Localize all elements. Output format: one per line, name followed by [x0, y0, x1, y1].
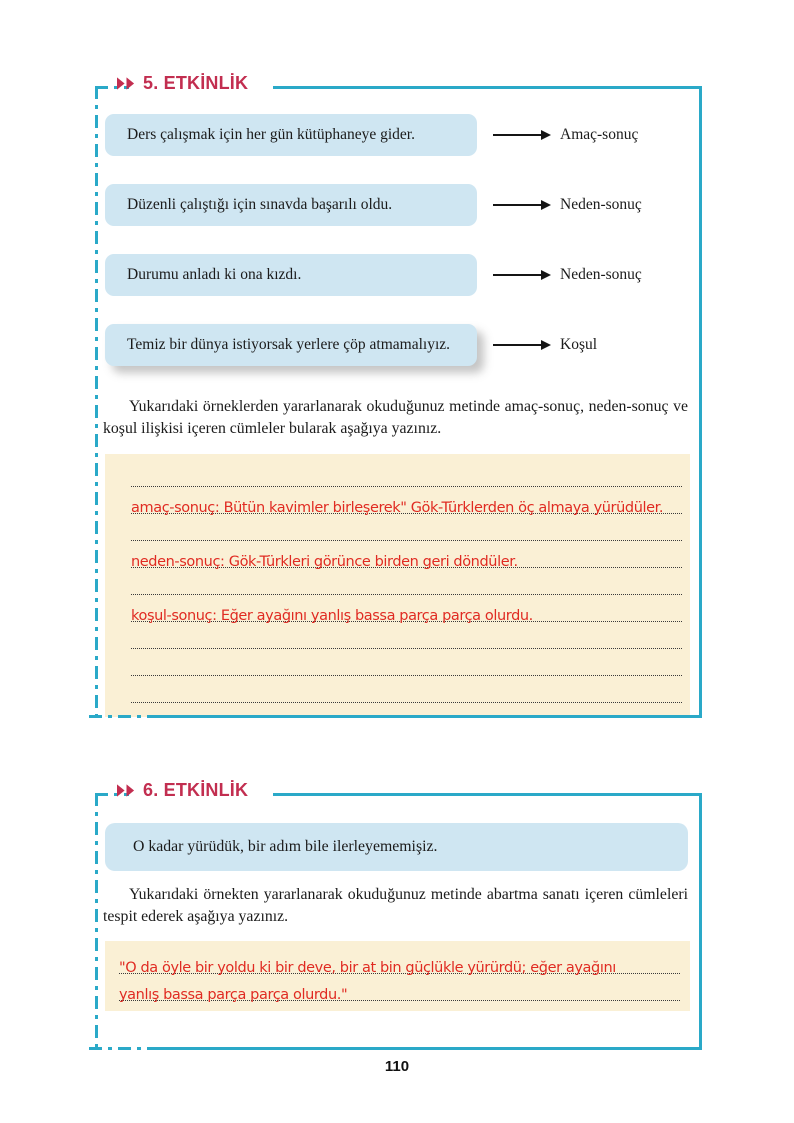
answer-line	[119, 947, 680, 974]
answer-line	[131, 676, 682, 703]
example-row	[105, 254, 702, 296]
frame-top-border	[273, 793, 702, 796]
answer-line	[131, 460, 682, 487]
example-sentence: Düzenli çalıştığı için sınavda başarılı oldu.	[127, 196, 393, 213]
answer-line	[131, 514, 682, 541]
arrow-icon	[493, 274, 549, 276]
frame-bottom-dash-border	[89, 1047, 153, 1050]
example-row	[105, 114, 702, 156]
arrow-icon	[493, 204, 549, 206]
example-sentence-box	[105, 324, 477, 366]
answer-line	[131, 487, 682, 514]
frame-bottom-border	[153, 715, 702, 718]
activity5-instruction: Yukarıdaki örneklerden yararlanarak okuduğunuz metinde amaç-sonuç, neden-sonuç ve koşul ilişkisi içeren cümleler bularak aşağıya yazınız.	[103, 398, 688, 437]
relation-label: Amaç-sonuç	[560, 126, 639, 143]
activity5-section	[95, 73, 702, 718]
example-sentence-box	[105, 114, 477, 156]
example-sentence-box	[105, 184, 477, 226]
frame-left-border	[95, 86, 98, 718]
activity6-section	[95, 780, 702, 1050]
answer-line	[131, 595, 682, 622]
activity6-instruction: Yukarıdaki örnekten yararlanarak okuduğunuz metinde abartma sanatı içeren cümleleri tespit ederek aşağıya yazınız.	[103, 886, 688, 925]
frame-right-border	[699, 86, 702, 718]
answer-line	[119, 974, 680, 1001]
arrow-icon	[493, 344, 549, 346]
answer-line	[131, 622, 682, 649]
frame-bottom-border	[153, 1047, 702, 1050]
relation-label: Koşul	[560, 336, 598, 353]
activity6-title: 6. ETKİNLİK	[143, 780, 249, 800]
handwritten-answer: neden-sonuç: Gök-Türkleri görünce birden geri döndüler.	[131, 554, 518, 570]
example-sentence-box	[105, 254, 477, 296]
double-arrow-icon	[117, 784, 136, 797]
example-sentence: O kadar yürüdük, bir adım bile ilerleyememişiz.	[133, 838, 438, 855]
frame-right-border	[699, 793, 702, 1050]
arrow-icon	[493, 134, 549, 136]
activity6-header	[117, 780, 248, 801]
handwritten-answer: yanlış bassa parça parça olurdu."	[119, 987, 348, 1003]
example-sentence: Ders çalışmak için her gün kütüphaneye gider.	[127, 126, 415, 143]
activity5-examples	[95, 114, 702, 366]
double-arrow-icon	[117, 77, 136, 90]
activity5-title: 5. ETKİNLİK	[143, 73, 249, 93]
page-number: 110	[384, 1058, 410, 1075]
example-row	[105, 184, 702, 226]
example-row	[105, 324, 702, 366]
relation-label: Neden-sonuç	[560, 196, 642, 213]
answer-line	[131, 568, 682, 595]
activity5-answer-box	[105, 454, 690, 717]
activity6-answer-box	[105, 941, 690, 1011]
example-sentence: Temiz bir dünya istiyorsak yerlere çöp atmamalıyız.	[127, 336, 451, 353]
answer-line	[131, 541, 682, 568]
example-sentence: Durumu anladı ki ona kızdı.	[127, 266, 302, 283]
answer-line	[131, 649, 682, 676]
relation-label: Neden-sonuç	[560, 266, 642, 283]
frame-left-border	[95, 793, 98, 1050]
frame-bottom-dash-border	[89, 715, 153, 718]
handwritten-answer: "O da öyle bir yoldu ki bir deve, bir at bin güçlükle yürürdü; eğer ayağını	[119, 960, 616, 976]
frame-top-border	[273, 86, 702, 89]
activity5-header	[117, 73, 248, 94]
handwritten-answer: amaç-sonuç: Bütün kavimler birleşerek" Gök-Türklerden öç almaya yürüdüler.	[131, 500, 664, 516]
activity6-example-box	[105, 823, 688, 871]
handwritten-answer: koşul-sonuç: Eğer ayağını yanlış bassa parça parça olurdu.	[131, 608, 533, 624]
